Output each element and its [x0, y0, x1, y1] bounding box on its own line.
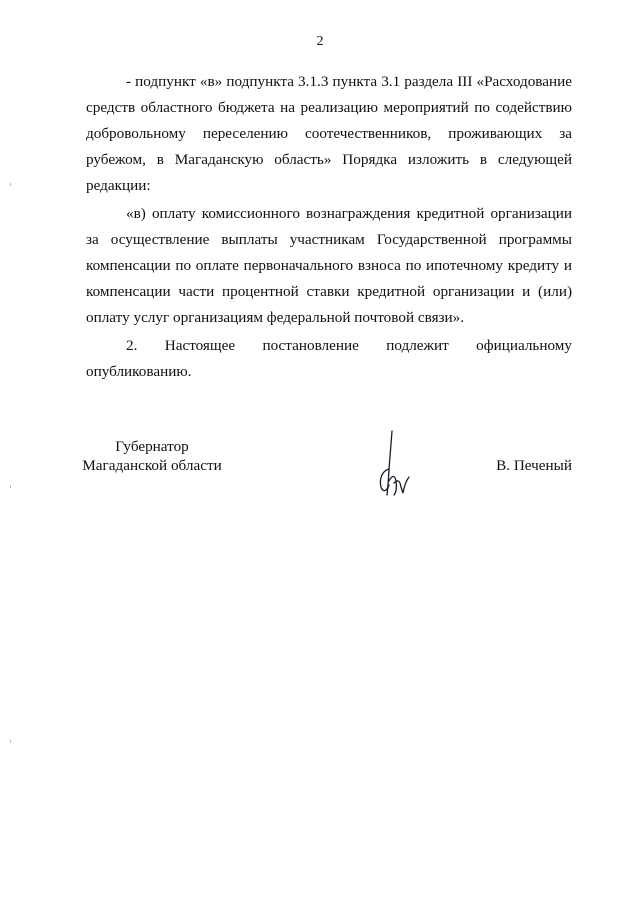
signature-block: [0, 437, 640, 507]
paragraph-amendment: - подпункт «в» подпункта 3.1.3 пункта 3.1 раздела III «Расходование средств областного бюджета на реализацию мероприятий по содействию добровольному переселению соотечественников, проживающих за рубежом, в Магаданскую область» Порядка изложить в следующей редакции:: [86, 73, 572, 194]
document-body: [86, 69, 572, 385]
paragraph-new-wording: «в) оплату комиссионного вознаграждения кредитной организации за осуществление выплаты участникам Государственной программы компенсации по оплате первоначального взноса по ипотечному кредиту и компенсации части процентной ставки кредитной организации и (или) оплату услуг организациям федеральной почтовой связи».: [86, 205, 572, 326]
signatory-title-line-1: Губернатор: [115, 438, 189, 455]
margin-mark: [10, 183, 11, 186]
handwritten-signature: [374, 429, 410, 499]
signatory-title-line-2: Магаданской области: [82, 457, 222, 474]
page-number: 2: [316, 34, 324, 49]
margin-mark: [10, 485, 11, 488]
paragraph-publication: 2. Настоящее постановление подлежит официальному опубликованию.: [86, 337, 572, 380]
signatory-title: [80, 437, 224, 475]
signatory-name: В. Печеный: [496, 457, 572, 474]
margin-mark: [10, 740, 11, 743]
